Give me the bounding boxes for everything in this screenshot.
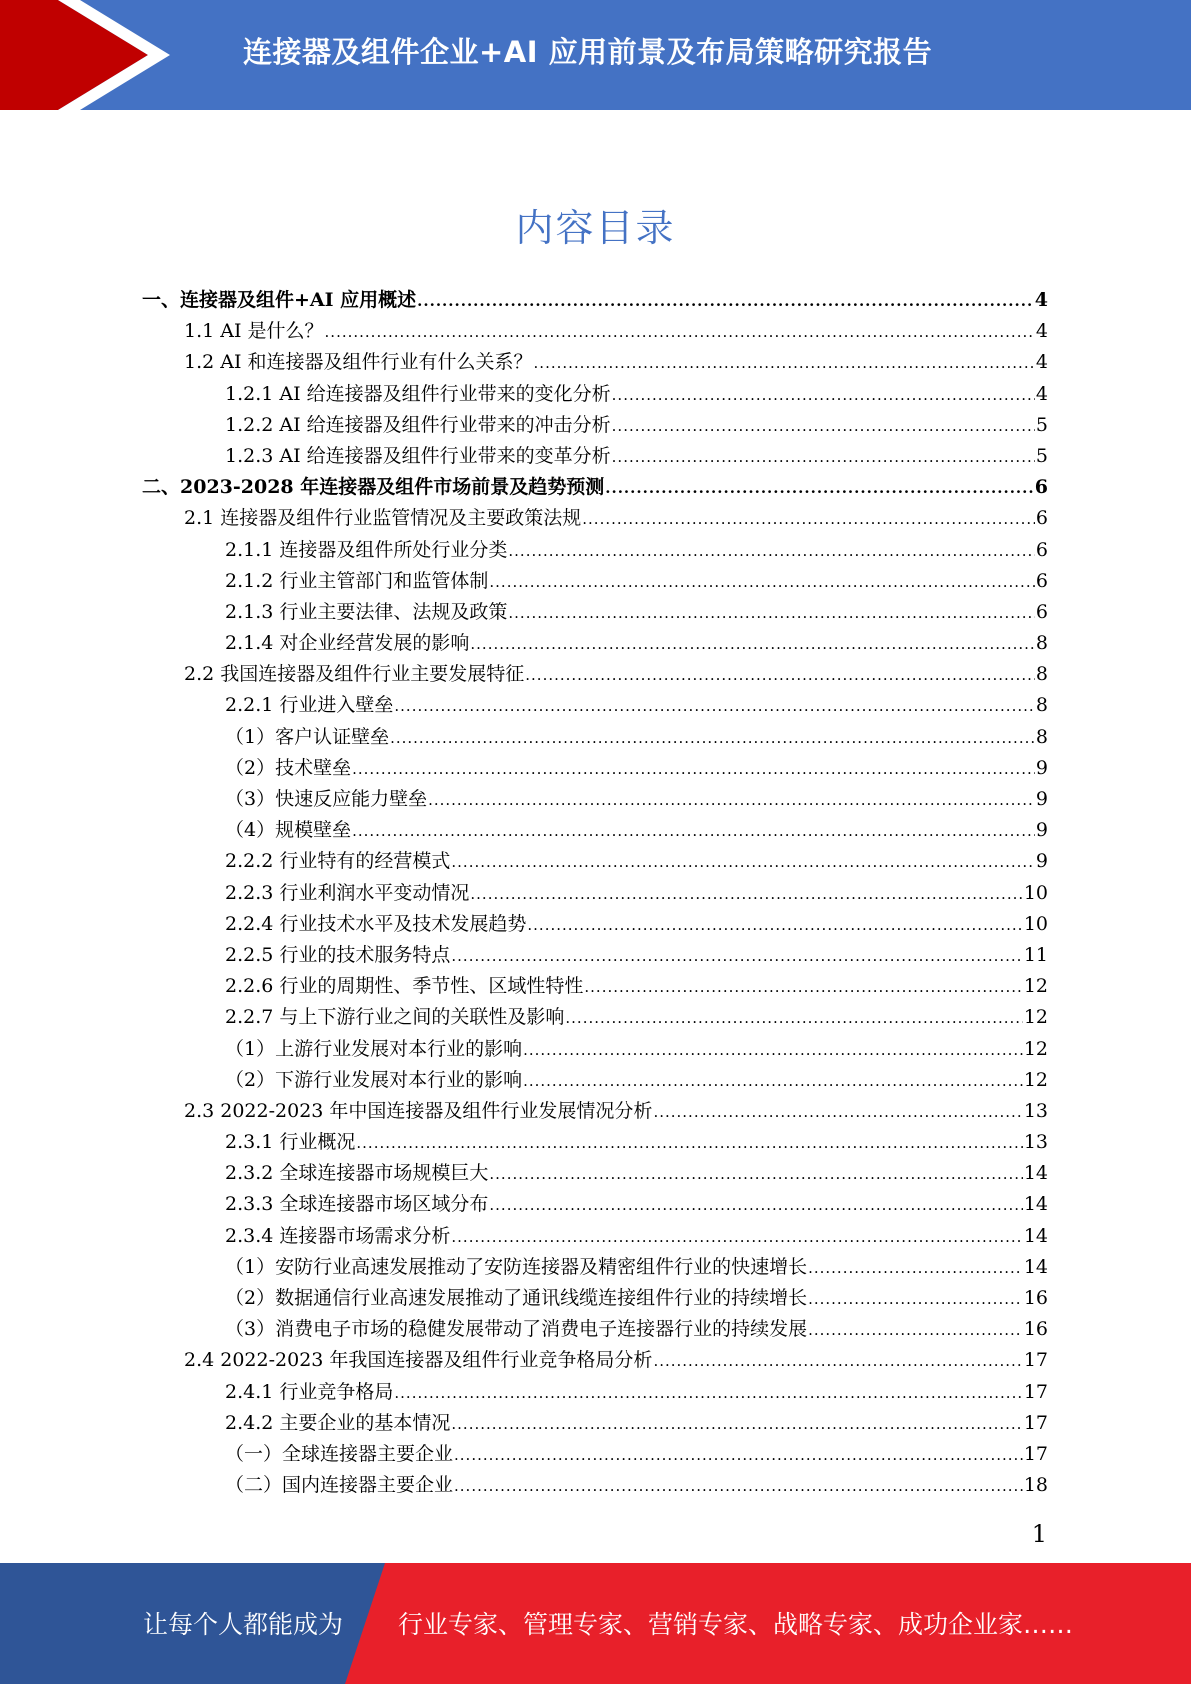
toc-dot-leader — [454, 1440, 1023, 1471]
toc-entry[interactable] — [0, 628, 1048, 659]
header-banner — [0, 0, 1191, 110]
toc-dot-leader — [451, 1222, 1022, 1253]
toc-dot-leader — [534, 348, 1035, 379]
toc-entry-label: 1.1 AI 是什么？ — [184, 320, 324, 343]
toc-entry-page: 18 — [1023, 1474, 1048, 1497]
toc-dot-leader — [582, 504, 1035, 535]
toc-entry-label: 2.1.3 行业主要法律、法规及政策 — [225, 600, 508, 623]
toc-entry[interactable] — [0, 1034, 1048, 1065]
toc-entry-label: 2.2 我国连接器及组件行业主要发展特征 — [184, 663, 525, 686]
toc-entry-label: 2.3 2022-2023 年中国连接器及组件行业发展情况分析 — [184, 1099, 653, 1122]
toc-entry-label: （3）消费电子市场的稳健发展带动了消费电子连接器行业的持续发展 — [225, 1318, 808, 1341]
toc-entry-label: （2）技术壁垒 — [225, 756, 352, 779]
toc-entry-page: 12 — [1023, 1037, 1048, 1060]
toc-dot-leader — [808, 1253, 1023, 1284]
toc-entry-page: 9 — [1035, 850, 1048, 873]
toc-entry-page: 14 — [1023, 1255, 1048, 1278]
toc-entry-label: 2.2.7 与上下游行业之间的关联性及影响 — [225, 1006, 565, 1029]
toc-dot-leader — [653, 1346, 1022, 1377]
toc-dot-leader — [394, 1378, 1022, 1409]
toc-dot-leader — [508, 598, 1035, 629]
toc-entry[interactable] — [0, 1127, 1048, 1158]
toc-entry-page: 16 — [1023, 1318, 1048, 1341]
toc-entry-label: 2.3.1 行业概况 — [225, 1131, 356, 1154]
toc-entry[interactable] — [0, 316, 1048, 347]
toc-entry-page: 17 — [1023, 1442, 1048, 1465]
toc-entry-page: 9 — [1035, 756, 1048, 779]
toc-entry-page: 9 — [1035, 819, 1048, 842]
toc-dot-leader — [417, 286, 1034, 317]
toc-entry-page: 9 — [1035, 788, 1048, 810]
toc-dot-leader — [325, 317, 1035, 348]
toc-entry[interactable] — [0, 535, 1048, 566]
toc-entry-label: 2.4.2 主要企业的基本情况 — [225, 1411, 451, 1434]
toc-entry[interactable] — [0, 722, 1048, 753]
toc-dot-leader — [454, 1471, 1023, 1502]
toc-entry-page: 16 — [1023, 1287, 1048, 1309]
toc-entry-label: 2.2.4 行业技术水平及技术发展趋势 — [225, 912, 527, 935]
toc-dot-leader — [489, 567, 1035, 598]
toc-entry-label: （4）规模壁垒 — [225, 819, 352, 842]
toc-entry-label: 2.2.2 行业特有的经营模式 — [225, 850, 451, 873]
toc-entry-label: 1.2.3 AI 给连接器及组件行业带来的变革分析 — [225, 444, 611, 467]
table-of-contents — [0, 285, 1191, 1501]
toc-entry-label: 2.1.1 连接器及组件所处行业分类 — [225, 538, 508, 561]
toc-entry[interactable] — [0, 285, 1048, 316]
toc-entry-page: 5 — [1035, 413, 1048, 436]
toc-entry-page: 4 — [1035, 320, 1048, 343]
toc-dot-leader — [470, 629, 1035, 660]
toc-entry-label: （2）数据通信行业高速发展推动了通讯线缆连接组件行业的持续增长 — [225, 1287, 808, 1309]
toc-dot-leader — [653, 1097, 1022, 1128]
toc-entry-label: （1）安防行业高速发展推动了安防连接器及精密组件行业的快速增长 — [225, 1255, 808, 1278]
toc-entry-page: 6 — [1035, 507, 1048, 530]
toc-entry[interactable] — [0, 971, 1048, 1002]
toc-entry-label: 2.1 连接器及组件行业监管情况及主要政策法规 — [184, 507, 582, 530]
toc-entry-label: （1）上游行业发展对本行业的影响 — [225, 1037, 523, 1060]
toc-entry[interactable] — [0, 472, 1048, 503]
toc-entry-label: 2.2.5 行业的技术服务特点 — [225, 943, 451, 966]
toc-dot-leader — [523, 1035, 1023, 1066]
toc-entry[interactable] — [0, 1252, 1048, 1283]
toc-entry-label: （一）全球连接器主要企业 — [225, 1442, 454, 1465]
toc-dot-leader — [612, 442, 1035, 473]
toc-entry[interactable] — [0, 815, 1048, 846]
toc-entry[interactable] — [0, 1439, 1048, 1470]
toc-entry-page: 11 — [1023, 943, 1048, 966]
toc-entry[interactable] — [0, 1158, 1048, 1189]
toc-entry-page: 17 — [1023, 1349, 1048, 1372]
toc-entry-page: 8 — [1035, 694, 1048, 717]
toc-entry[interactable] — [0, 659, 1048, 690]
toc-entry[interactable] — [0, 1221, 1048, 1252]
toc-dot-leader — [489, 1159, 1022, 1190]
toc-dot-leader — [525, 660, 1035, 691]
toc-entry[interactable] — [0, 347, 1048, 378]
footer-slogan-left: 让每个人都能成为 — [143, 1610, 344, 1639]
toc-dot-leader — [605, 473, 1034, 504]
toc-dot-leader — [808, 1284, 1023, 1315]
toc-entry-page: 12 — [1023, 975, 1048, 998]
toc-entry-page: 6 — [1034, 476, 1048, 499]
toc-dot-leader — [352, 754, 1035, 785]
toc-dot-leader — [612, 380, 1035, 411]
toc-entry-label: （1）客户认证壁垒 — [225, 725, 390, 748]
toc-entry-label: 1.2.2 AI 给连接器及组件行业带来的冲击分析 — [225, 413, 611, 436]
toc-entry[interactable] — [0, 566, 1048, 597]
toc-entry-page: 17 — [1023, 1411, 1048, 1434]
page-number: 1 — [1031, 1520, 1047, 1548]
toc-entry-page: 6 — [1035, 600, 1048, 623]
toc-entry-label: 2.2.1 行业进入壁垒 — [225, 694, 394, 717]
toc-entry-page: 12 — [1023, 1068, 1048, 1091]
toc-entry-page: 14 — [1023, 1224, 1048, 1247]
toc-entry[interactable] — [0, 1408, 1048, 1439]
toc-entry[interactable] — [0, 846, 1048, 877]
toc-entry-label: 2.2.3 行业利润水平变动情况 — [225, 881, 470, 904]
toc-dot-leader — [428, 785, 1035, 816]
toc-entry[interactable] — [0, 878, 1048, 909]
toc-entry-label: （2）下游行业发展对本行业的影响 — [225, 1068, 523, 1091]
toc-entry[interactable] — [0, 753, 1048, 784]
toc-dot-leader — [612, 411, 1035, 442]
toc-entry[interactable] — [0, 909, 1048, 940]
toc-dot-leader — [565, 1003, 1022, 1034]
toc-entry-page: 8 — [1035, 663, 1048, 686]
toc-entry[interactable] — [0, 940, 1048, 971]
toc-entry[interactable] — [0, 1470, 1048, 1501]
toc-dot-leader — [356, 1128, 1022, 1159]
toc-dot-leader — [527, 910, 1022, 941]
toc-dot-leader — [390, 723, 1035, 754]
toc-entry-label: 1.2.1 AI 给连接器及组件行业带来的变化分析 — [225, 382, 611, 405]
toc-entry-label: 一、连接器及组件+AI 应用概述 — [142, 289, 417, 311]
toc-entry-page: 4 — [1035, 382, 1048, 405]
toc-entry-label: 二、2023-2028 年连接器及组件市场前景及趋势预测 — [142, 476, 605, 499]
toc-dot-leader — [523, 1066, 1023, 1097]
toc-dot-leader — [489, 1190, 1022, 1221]
toc-entry[interactable] — [0, 597, 1048, 628]
toc-dot-leader — [584, 972, 1022, 1003]
toc-dot-leader — [451, 941, 1022, 972]
toc-entry[interactable] — [0, 1345, 1048, 1376]
toc-entry-page: 6 — [1035, 538, 1048, 561]
toc-entry-page: 6 — [1035, 569, 1048, 592]
toc-dot-leader — [352, 816, 1035, 847]
toc-title: 内容目录 — [515, 206, 676, 250]
toc-entry[interactable] — [0, 1065, 1048, 1096]
toc-entry[interactable] — [0, 1002, 1048, 1033]
footer-slogan-right: 行业专家、管理专家、营销专家、战略专家、成功企业家…… — [398, 1610, 1074, 1639]
toc-dot-leader — [394, 691, 1035, 722]
toc-entry-page: 4 — [1035, 351, 1048, 374]
toc-entry[interactable] — [0, 410, 1048, 441]
toc-entry-page: 17 — [1023, 1380, 1048, 1403]
toc-entry-page: 8 — [1035, 725, 1048, 748]
report-title: 连接器及组件企业+AI 应用前景及布局策略研究报告 — [243, 35, 933, 69]
toc-entry-label: （3）快速反应能力壁垒 — [225, 788, 428, 810]
toc-entry-page: 13 — [1023, 1131, 1048, 1154]
toc-entry-label: （二）国内连接器主要企业 — [225, 1474, 454, 1497]
toc-dot-leader — [808, 1315, 1023, 1346]
toc-entry-label: 2.4.1 行业竞争格局 — [225, 1380, 394, 1403]
footer-banner — [0, 1563, 1191, 1684]
toc-dot-leader — [508, 536, 1035, 567]
toc-dot-leader — [451, 1409, 1022, 1440]
toc-entry[interactable] — [0, 690, 1048, 721]
toc-entry-page: 5 — [1035, 444, 1048, 467]
toc-entry-page: 13 — [1023, 1099, 1048, 1122]
toc-entry-label: 2.4 2022-2023 年我国连接器及组件行业竞争格局分析 — [184, 1349, 653, 1372]
toc-entry-page: 14 — [1023, 1193, 1048, 1216]
toc-entry[interactable] — [0, 379, 1048, 410]
toc-entry[interactable] — [0, 1096, 1048, 1127]
toc-entry-page: 12 — [1023, 1006, 1048, 1029]
toc-entry-label: 2.3.3 全球连接器市场区域分布 — [225, 1193, 489, 1216]
toc-entry[interactable] — [0, 503, 1048, 534]
toc-dot-leader — [451, 847, 1035, 878]
toc-entry-page: 14 — [1023, 1162, 1048, 1185]
toc-entry-label: 2.3.2 全球连接器市场规模巨大 — [225, 1162, 489, 1185]
toc-entry[interactable] — [0, 1189, 1048, 1220]
toc-entry[interactable] — [0, 784, 1048, 815]
toc-entry[interactable] — [0, 1377, 1048, 1408]
toc-entry[interactable] — [0, 1283, 1048, 1314]
toc-entry-label: 2.1.4 对企业经营发展的影响 — [225, 632, 470, 655]
toc-entry-label: 2.1.2 行业主管部门和监管体制 — [225, 569, 489, 592]
toc-entry-page: 4 — [1034, 289, 1048, 311]
toc-entry-page: 10 — [1023, 912, 1048, 935]
toc-entry-label: 2.2.6 行业的周期性、季节性、区域性特性 — [225, 975, 584, 998]
toc-entry[interactable] — [0, 1314, 1048, 1345]
toc-entry-page: 10 — [1023, 881, 1048, 904]
toc-entry-page: 8 — [1035, 632, 1048, 655]
toc-entry-label: 2.3.4 连接器市场需求分析 — [225, 1224, 451, 1247]
toc-entry[interactable] — [0, 441, 1048, 472]
toc-dot-leader — [470, 879, 1022, 910]
toc-entry-label: 1.2 AI 和连接器及组件行业有什么关系？ — [184, 351, 533, 374]
